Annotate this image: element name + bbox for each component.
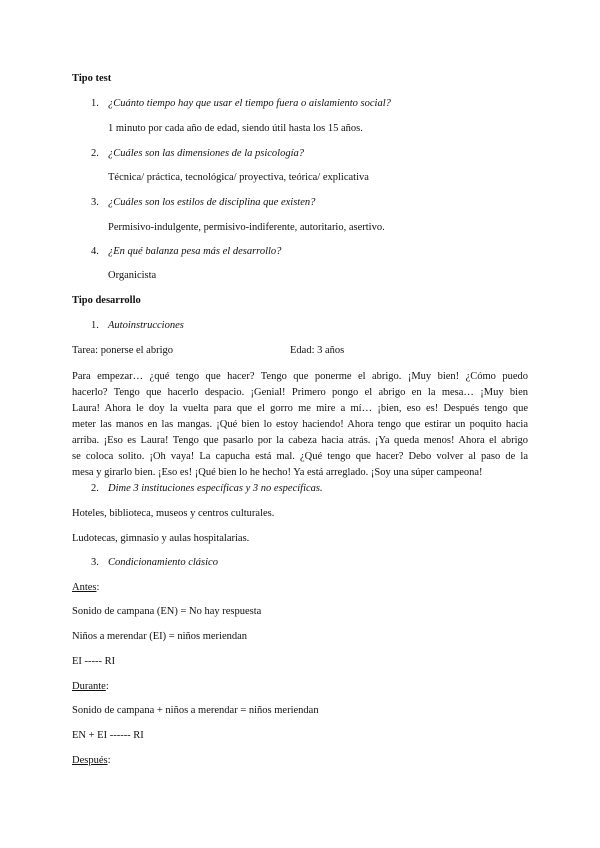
body-line: Sonido de campana (EN) = No hay respuesta [72,606,262,617]
body-line: Hoteles, biblioteca, museos y centros culturales. [72,508,275,519]
question-text: ¿En qué balanza pesa más el desarrollo? [108,246,282,257]
paragraph-line: meter las manos en las mangas. ¡Qué bien lo estoy haciendo! Ahora tengo que estirar un poquito hacia [72,419,528,430]
item-title: Autoinstrucciones [108,320,184,331]
answer-text: Técnica/ práctica, tecnológica/ proyectiva, teórica/ explicativa [108,172,369,183]
paragraph-line: Para empezar… ¿qué tengo que hacer? Tengo que ponerme el abrigo. ¡Muy bien! ¿Cómo puedo [72,371,528,382]
body-line: Ludotecas, gimnasio y aulas hospitalarias. [72,533,250,544]
task-label: Tarea: ponerse el abrigo [72,345,174,356]
body-line: EI ----- RI [72,656,116,667]
paragraph-line: arriba. ¡Eso es Laura! Tengo que pasarlo por la cabeza hacia atrás. ¡Ya queda menos! Ahora el abrigo [72,435,528,446]
body-line: Sonido de campana + niños a merendar = niños meriendan [72,705,319,716]
paragraph-line: Laura! Ahora le doy la vuelta para que el gorro me mire a mí… ¡bien, eso es! Después tengo que [72,403,528,414]
question-number: 1. [91,98,99,109]
paragraph-line: se coloca solito. ¡Oh vaya! La capucha está mal. ¿Qué tengo que hacer? Debo volver al paso de la [72,451,528,462]
body-line: Niños a merendar (EI) = niños meriendan [72,631,248,642]
section-heading-development: Tipo desarrollo [72,295,141,306]
item-title: Dime 3 instituciones específicas y 3 no específicas. [108,483,323,494]
despues-heading: Después: [72,755,111,766]
question-text: ¿Cuáles son los estilos de disciplina que existen? [108,197,316,208]
item-number: 3. [91,557,99,568]
answer-text: Permisivo-indulgente, permisivo-indiferente, autoritario, asertivo. [108,222,385,233]
answer-text: Organicista [108,270,157,281]
paragraph-line: hacerlo? Tengo que hacerlo despacio. ¡Genial! Primero pongo el abrigo en la mesa… ¡Muy bien [72,387,528,398]
durante-label: Durante [72,681,106,692]
section-heading-test: Tipo test [72,73,112,84]
self-instruction-paragraph [72,369,528,481]
question-text: ¿Cuánto tiempo hay que usar el tiempo fuera o aislamiento social? [108,98,391,109]
item-title: Condicionamiento clásico [108,557,218,568]
question-number: 3. [91,197,99,208]
question-text: ¿Cuáles son las dimensiones de la psicología? [108,148,304,159]
question-number: 4. [91,246,99,257]
body-line: EN + EI ------ RI [72,730,144,741]
item-number: 2. [91,483,99,494]
durante-heading: Durante: [72,681,109,692]
item-number: 1. [91,320,99,331]
antes-label: Antes [72,582,97,593]
despues-label: Después [72,755,108,766]
antes-heading: Antes: [72,582,100,593]
answer-text: 1 minuto por cada año de edad, siendo útil hasta los 15 años. [108,123,363,134]
paragraph-line: mesa y girarlo bien. ¡Eso es! ¡Qué bien lo he hecho! Ya está arreglado. ¡Soy una súper campeona! [72,467,483,478]
question-number: 2. [91,148,99,159]
age-label: Edad: 3 años [290,345,345,356]
